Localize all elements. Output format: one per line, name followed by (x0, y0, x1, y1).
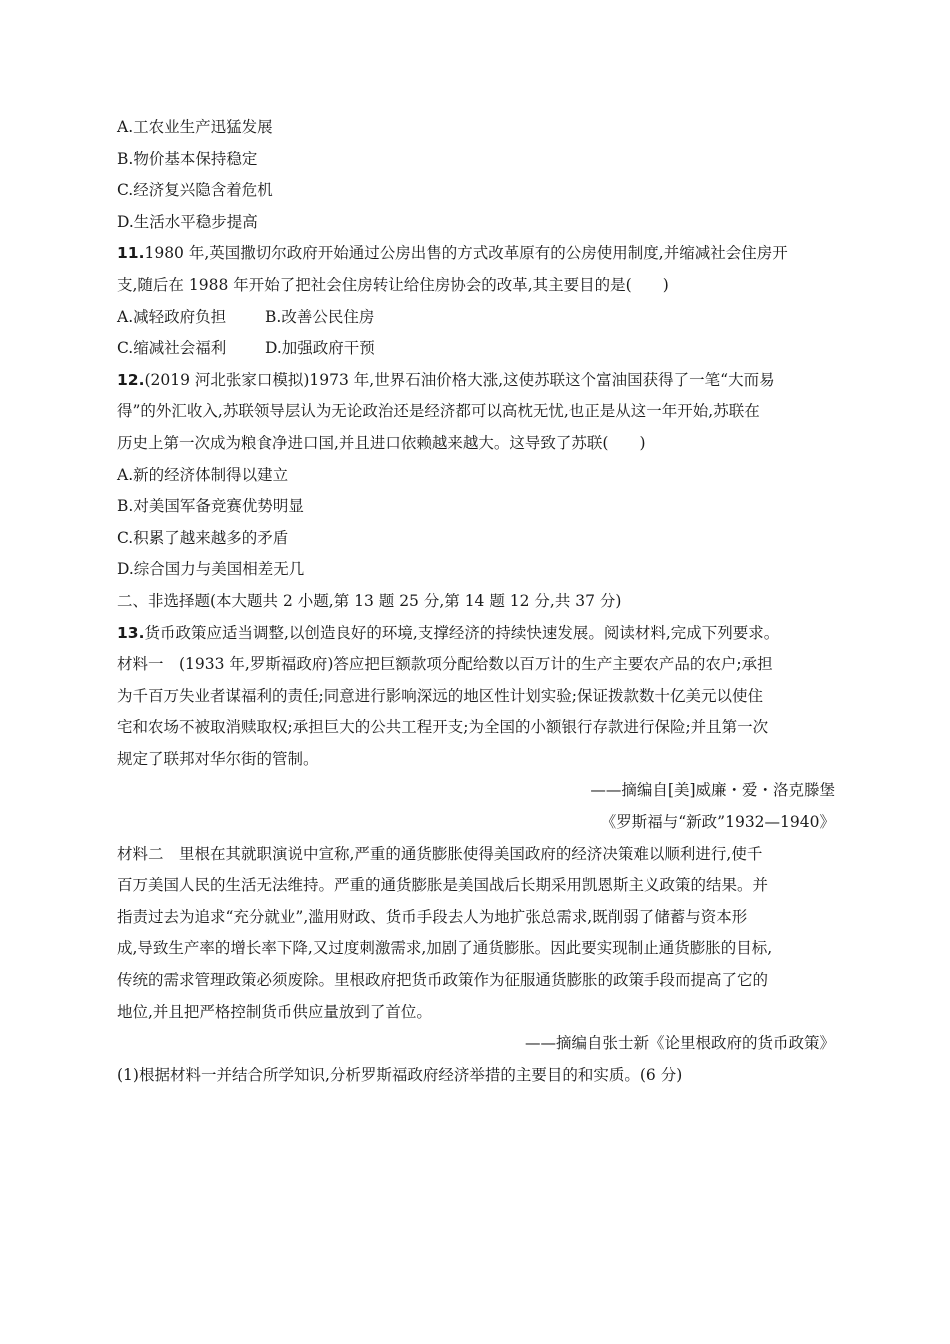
material-2-line-2: 百万美国人民的生活无法维持。严重的通货膨胀是美国战后长期采用凯恩斯主义政策的结果。并 (117, 876, 769, 895)
q12-option-a: A.新的经济体制得以建立 (117, 465, 289, 484)
q13-intro: 13.货币政策应适当调整,以创造良好的环境,支撑经济的持续快速发展。阅读材料,完成下列要求。 (117, 623, 780, 642)
q10-option-c: C.经济复兴隐含着危机 (117, 181, 273, 200)
q12-stem-line-2: 得”的外汇收入,苏联领导层认为无论政治还是经济都可以高枕无忧,也正是从这一年开始,苏联在 (117, 402, 760, 421)
q11-stem-line-2: 支,随后在 1988 年开始了把社会住房转让给住房协会的改革,其主要目的是( ) (117, 275, 669, 294)
material-1-line-2: 为千百万失业者谋福利的责任;同意进行影响深远的地区性计划实验;保证拨款数十亿美元以使住 (117, 686, 763, 705)
q11-number: 11. (117, 244, 145, 263)
q11-options-row-2 (117, 333, 835, 365)
q12-stem-line-1: 12.(2019 河北张家口模拟)1973 年,世界石油价格大涨,这使苏联这个富油国获得了一笔“大而易 (117, 370, 775, 389)
material-2-line-4: 成,导致生产率的增长率下降,又过度刺激需求,加剧了通货膨胀。因此要实现制止通货膨胀的目标, (117, 939, 773, 958)
q11-option-b: B.改善公民住房 (265, 307, 375, 326)
q10-option-d: D.生活水平稳步提高 (117, 212, 258, 231)
q12-option-c: C.积累了越来越多的矛盾 (117, 528, 289, 547)
material-1-line-1: 材料一 (1933 年,罗斯福政府)答应把巨额款项分配给数以百万计的生产主要农产品的农户;承担 (117, 655, 773, 674)
material-1-source-title: 《罗斯福与“新政”1932—1940》 (600, 813, 835, 832)
q11-option-c: C.缩减社会福利 (117, 339, 227, 358)
q12-option-d: D.综合国力与美国相差无几 (117, 560, 305, 579)
material-1-source-author: ——摘编自[美]威廉・爱・洛克滕堡 (590, 781, 835, 800)
q13-material-1 (117, 649, 835, 775)
q10-option-a: A.工农业生产迅猛发展 (117, 118, 273, 136)
q13-material-2 (117, 839, 835, 1029)
q11-option-d: D.加强政府干预 (265, 339, 375, 358)
material-2-line-6: 地位,并且把严格控制货币供应量放到了首位。 (117, 1002, 432, 1021)
q10-option-b: B.物价基本保持稳定 (117, 149, 258, 168)
material-2-line-1: 材料二 里根在其就职演说中宣称,严重的通货膨胀使得美国政府的经济决策难以顺利进行,使千 (117, 844, 763, 863)
question-11 (117, 238, 835, 364)
question-12 (117, 365, 835, 586)
material-2-source: ——摘编自张士新《论里根政府的货币政策》 (524, 1034, 835, 1053)
q11-options-row-1 (117, 302, 835, 334)
material-2-line-5: 传统的需求管理政策必须废除。里根政府把货币政策作为征服通货膨胀的政策手段而提高了它的 (117, 971, 769, 990)
q12-stem-line-3: 历史上第一次成为粮食净进口国,并且进口依赖越来越大。这导致了苏联( ) (117, 433, 646, 452)
q12-option-b: B.对美国军备竞赛优势明显 (117, 497, 304, 516)
q12-number: 12. (117, 370, 145, 389)
material-1-line-4: 规定了联邦对华尔街的管制。 (117, 749, 319, 768)
material-2-line-3: 指责过去为追求“充分就业”,滥用财政、货币手段去人为地扩张总需求,既削弱了储蓄与资本形 (117, 907, 748, 926)
q11-option-a: A.减轻政府负担 (117, 307, 227, 326)
material-1-line-3: 宅和农场不被取消赎取权;承担巨大的公共工程开支;为全国的小额银行存款进行保险;并且第一次 (117, 718, 769, 737)
section-2-heading: 二、非选择题(本大题共 2 小题,第 13 题 25 分,第 14 题 12 分,共 37 分) (117, 591, 622, 610)
q11-stem-line-1: 11.1980 年,英国撒切尔政府开始通过公房出售的方式改革原有的公房使用制度,并缩减社会住房开 (117, 244, 788, 263)
q13-number: 13. (117, 623, 145, 642)
q13-sub-question-1: (1)根据材料一并结合所学知识,分析罗斯福政府经济举措的主要目的和实质。(6 分) (117, 1065, 683, 1084)
question-13 (117, 618, 835, 1092)
q10-options (117, 112, 835, 238)
exam-page (117, 112, 835, 1091)
